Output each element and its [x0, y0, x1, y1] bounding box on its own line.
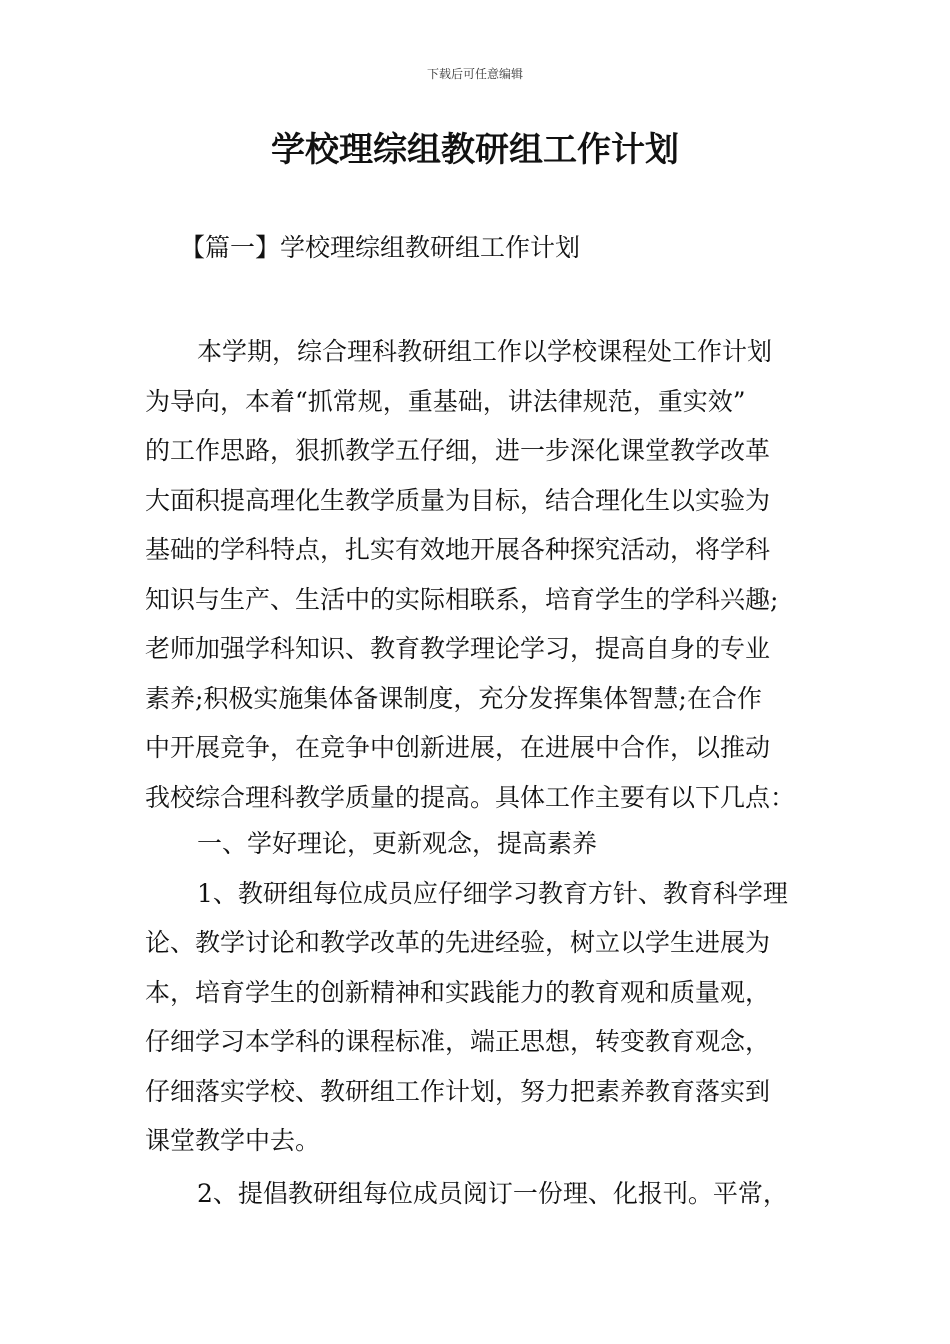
text-line: 老师加强学科知识、教育教学理论学习，提高自身的专业 — [145, 634, 771, 663]
section-heading: 【篇一】学校理综组教研组工作计划 — [180, 233, 581, 262]
section-one — [145, 819, 815, 1166]
text-line: 为导向，本着“抓常规，重基础，讲法律规范，重实效” — [145, 386, 746, 416]
text-line: 1、教研组每位成员应仔细学习教育方针、教育科学理 — [197, 878, 788, 908]
text-line: 基础的学科特点，扎实有效地开展各种探究活动，将学科 — [145, 535, 771, 564]
subheading-one: 一、学好理论，更新观念，提高素养 — [197, 829, 598, 858]
intro-paragraph — [145, 327, 815, 822]
text-line: 仔细落实学校、教研组工作计划，努力把素养教育落实到 — [145, 1076, 771, 1106]
text-line: 课堂教学中去。 — [145, 1126, 321, 1155]
text-line: 大面积提高理化生教学质量为目标，结合理化生以实验为 — [145, 485, 771, 515]
text-line: 的工作思路，狠抓教学五仔细，进一步深化课堂教学改革 — [145, 436, 771, 465]
text-line: 仔细学习本学科的课程标准，端正思想，转变教育观念， — [145, 1027, 771, 1056]
text-line: 素养;积极实施集体备课制度，充分发挥集体智慧;在合作 — [145, 683, 762, 713]
item-two-paragraph — [145, 1169, 815, 1219]
text-line: 我校综合理科教学质量的提高。具体工作主要有以下几点： — [145, 782, 796, 812]
header-note: 下载后可任意编辑 — [426, 67, 523, 81]
text-line: 本学期，综合理科教研组工作以学校课程处工作计划 — [197, 337, 773, 366]
text-line: 2、提倡教研组每位成员阅订一份理、化报刊。平常， — [197, 1179, 788, 1208]
text-line: 知识与生产、生活中的实际相联系，培育学生的学科兴趣; — [145, 584, 779, 614]
text-line: 论、教学讨论和教学改革的先进经验，树立以学生进展为 — [145, 928, 771, 957]
text-line: 中开展竞争，在竞争中创新进展，在进展中合作，以推动 — [145, 733, 771, 762]
text-line: 本，培育学生的创新精神和实践能力的教育观和质量观， — [145, 977, 771, 1007]
document-title: 学校理综组教研组工作计划 — [271, 130, 679, 170]
